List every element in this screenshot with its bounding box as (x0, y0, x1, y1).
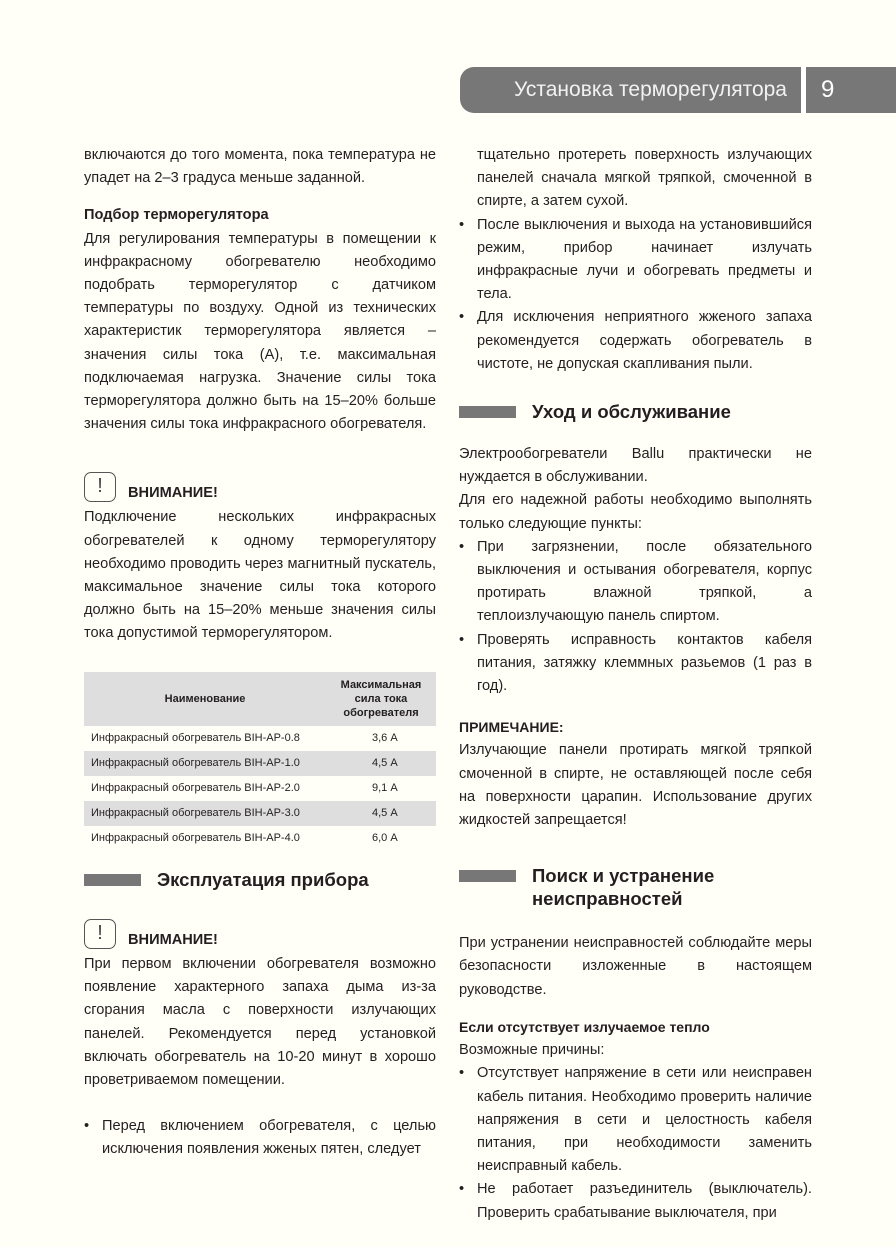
table-row (84, 751, 436, 776)
paragraph: При устранении неисправностей соблюдайте меры безопасности изложенные в настоящем руководстве. (459, 935, 812, 998)
heading-text: Эксплуатация прибора (157, 869, 369, 890)
page-number: 9 (821, 76, 835, 104)
col-header: Наименование (84, 672, 326, 726)
exclamation-icon: ! (84, 919, 116, 949)
table-row (84, 826, 436, 851)
table-row (84, 801, 436, 826)
heading-text: Уход и обслуживание (532, 401, 731, 423)
right-column (459, 144, 812, 1225)
section-heading (459, 400, 812, 423)
paragraph: Для его надежной работы необходимо выполнять только следующие пункты: (459, 492, 812, 532)
cell: 4,5 А (326, 751, 436, 776)
cell: Инфракрасный обогреватель BIH-AP-2.0 (91, 782, 300, 795)
bullet-item: • Проверять исправность контактов кабеля питания, затяжку клеммных разьемов (1 раз в год). (459, 629, 812, 699)
bullet-item: • Перед включением обогревателя, с целью исключения появления жженых пятен, следует (84, 1115, 436, 1161)
cell: Инфракрасный обогреватель BIH-AP-4.0 (91, 832, 300, 845)
heading-bar (459, 406, 516, 418)
section-title: Установка терморегулятора (513, 78, 787, 102)
warning (84, 919, 436, 949)
bullet-item: • Отсутствует напряжение в сети или неисправен кабель питания. Необходимо проверить наличие напряжения в сети и целостность кабеля питания, при необходимости заменить неисправный кабель. (459, 1062, 812, 1178)
col-header: Максимальная сила тока обогревателя (326, 672, 436, 726)
paragraph: тщательно протереть поверхность излучающих панелей сначала мягкой тряпкой, смоченной в спирте, а затем сухой. (477, 147, 812, 210)
warning (84, 472, 436, 502)
heading-bar (459, 870, 516, 882)
heading-bar (84, 874, 141, 886)
warning-label: ВНИМАНИЕ! (128, 485, 218, 502)
paragraph: Излучающие панели протирать мягкой тряпкой смоченной в спирте, не оставляющей после себя на поверхности царапин. Использование других жидкостей запрещается! (459, 742, 812, 829)
heading-text: Поиск и устранение неисправностей (532, 865, 715, 910)
current-table (84, 672, 436, 851)
paragraph: При первом включении обогревателя возможно появление характерного запаха дыма из-за сгорания масла с поверхности излучающих панелей. Рекомендуется перед установкой включать обогреватель на 10-20 минут в хорошо проветриваемом помещении. (84, 956, 436, 1089)
table-row (84, 726, 436, 751)
cell: Инфракрасный обогреватель BIH-AP-1.0 (84, 751, 326, 776)
section-heading (459, 864, 812, 910)
bullet-item: • После выключения и выхода на установившийся режим, прибор начинает излучать инфракрасные лучи и обогревать предметы и тела. (459, 214, 812, 307)
table-row (84, 776, 436, 801)
subheading: Подбор терморегулятора (84, 207, 269, 224)
bullet-item: • При загрязнении, после обязательного выключения и остывания обогревателя, корпус протирать влажной тряпкой, а теплоизлучающую панель спиртом. (459, 536, 812, 629)
left-column (84, 144, 436, 851)
note-heading: ПРИМЕЧАНИЕ: (459, 719, 564, 736)
section-heading (84, 868, 436, 891)
paragraph: Возможные причины: (459, 1042, 605, 1059)
exclamation-icon: ! (84, 472, 116, 502)
cell: 3,6 А (372, 732, 398, 745)
left-column-lower (84, 868, 436, 1162)
cell: 9,1 А (372, 782, 398, 795)
cell: Инфракрасный обогреватель BIH-AP-0.8 (91, 732, 300, 745)
paragraph: Для регулирования температуры в помещении к инфракрасному обогревателю необходимо подобрать терморегулятор с датчиком температуры по воздуху. Одной из технических характеристик терморегулятора является – значения силы тока (А), т.е. максимальная подключаемая нагрузка. Значение силы тока терморегулятора должно быть на 15–20% больше значения силы тока инфракрасного обогревателя. (84, 230, 436, 433)
cell: 6,0 А (372, 832, 398, 845)
bullet-item: • Не работает разъединитель (выключатель). Проверить срабатывание выключателя, при (459, 1178, 812, 1224)
cell: Инфракрасный обогреватель BIH-AP-3.0 (84, 801, 326, 826)
cell: 4,5 А (326, 801, 436, 826)
page-header (460, 67, 896, 113)
bullet-item: • Для исключения неприятного жженого запаха рекомендуется содержать обогреватель в чистоте, не допуская скапливания пыли. (459, 306, 812, 376)
warning-label: ВНИМАНИЕ! (128, 932, 218, 948)
paragraph: включаются до того момента, пока температура не упадет на 2–3 градуса меньше заданной. (84, 147, 436, 187)
paragraph: Подключение нескольких инфракрасных обогревателей к одному терморегулятору необходимо проводить через магнитный пускатель, максимальное значение силы тока которого должно быть на 15–20% меньше значения силы тока допустимой терморегулятором. (84, 509, 436, 642)
paragraph: Электрообогреватели Ballu практически не нуждается в обслуживании. (459, 446, 812, 486)
subheading: Если отсутствует излучаемое тепло (459, 1018, 710, 1035)
